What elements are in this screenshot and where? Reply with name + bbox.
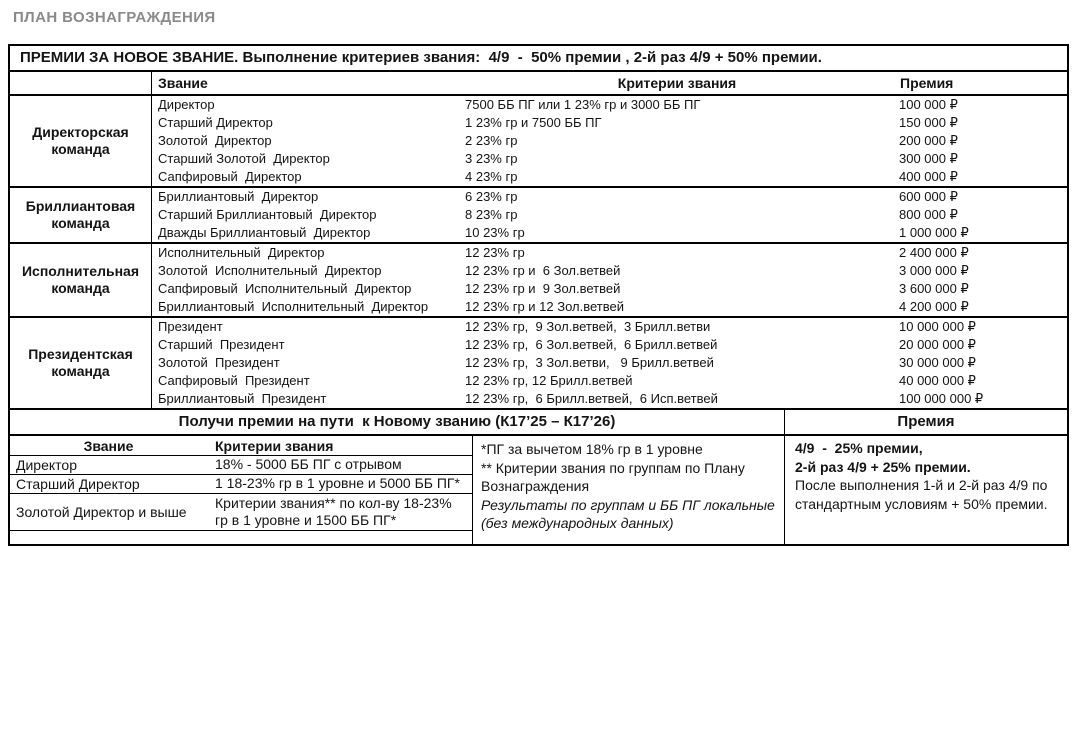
team-label: Исполнительная команда (10, 244, 152, 316)
criteria-cell: 4 23% гр (465, 169, 518, 184)
premium-cell: 1 000 000 ₽ (899, 225, 969, 240)
criteria-cell: 3 23% гр (465, 151, 518, 166)
path-section-body (10, 436, 1067, 544)
team-label: Бриллиантовая команда (10, 188, 152, 242)
team-group-executive (10, 242, 1067, 316)
rank-cell: Золотой Президент (158, 355, 280, 370)
criteria-cell: 8 23% гр (465, 207, 518, 222)
rank-cell: Президент (158, 319, 223, 334)
team-group-diamond (10, 186, 1067, 242)
premium-cell: 4 200 000 ₽ (899, 299, 969, 314)
premium-cell: 150 000 ₽ (899, 115, 958, 130)
criteria-cell: 1 23% гр и 7500 ББ ПГ (465, 115, 602, 130)
criteria-cell: 10 23% гр (465, 225, 525, 240)
premium-cell: 400 000 ₽ (899, 169, 958, 184)
premium-cell: 20 000 000 ₽ (899, 337, 976, 352)
team-group-president (10, 316, 1067, 408)
rank-cell: Старший Золотой Директор (158, 151, 330, 166)
criteria-cell: 2 23% гр (465, 133, 518, 148)
premium-cell: 3 000 000 ₽ (899, 263, 969, 278)
premium-cell: 300 000 ₽ (899, 151, 958, 166)
page-title: ПЛАН ВОЗНАГРАЖДЕНИЯ (13, 9, 216, 26)
rank-cell: Старший Директор (16, 475, 140, 492)
criteria-cell: 6 23% гр (465, 189, 518, 204)
table-banner: ПРЕМИИ ЗА НОВОЕ ЗВАНИЕ. Выполнение критериев звания: 4/9 - 50% премии , 2-й раз 4/9 + 50% премии. (10, 46, 1067, 72)
path-table-row (10, 475, 472, 494)
path-section-banner-row (10, 408, 1067, 436)
team-label: Президентская команда (10, 318, 152, 408)
footnote-pg: *ПГ за вычетом 18% гр в 1 уровне (481, 441, 703, 457)
footnote-local-results: Результаты по группам и ББ ПГ локальные (без международных данных) (481, 496, 775, 532)
premium-rule-bold-line-2: 2-й раз 4/9 + 25% премии. (795, 458, 971, 475)
rank-cell: Бриллиантовый Исполнительный Директор (158, 299, 429, 314)
criteria-column-header: Критерии звания (617, 75, 737, 91)
premium-cell: 100 000 ₽ (899, 97, 958, 112)
premium-cell: 200 000 ₽ (899, 133, 958, 148)
footnote-criteria: ** Критерии звания по группам по Плану Вознаграждения (481, 459, 745, 495)
rank-cell: Золотой Исполнительный Директор (158, 263, 382, 278)
criteria-cell: 18% - 5000 ББ ПГ с отрывом (215, 456, 402, 473)
path-rank-table (10, 436, 473, 544)
premium-rule-bold-line-1: 4/9 - 25% премии, (795, 440, 923, 456)
path-table-row (10, 456, 472, 475)
rank-cell: Сапфировый Исполнительный Директор (158, 281, 412, 296)
criteria-cell: 12 23% гр (465, 245, 525, 260)
criteria-cell: 1 18-23% гр в 1 уровне и 5000 ББ ПГ* (215, 475, 460, 492)
rank-cell: Золотой Директор (158, 133, 272, 148)
rank-cell: Старший Президент (158, 337, 285, 352)
team-label: Директорская команда (10, 96, 152, 186)
path-rank-header: Звание (83, 437, 134, 454)
premium-rule-text: После выполнения 1-й и 2-й раз 4/9 по стандартным условиям + 50% премии. (795, 477, 1048, 512)
rank-cell: Директор (16, 456, 77, 473)
path-premium-header: Премия (897, 413, 955, 430)
criteria-cell: 7500 ББ ПГ или 1 23% гр и 3000 ББ ПГ (465, 97, 701, 112)
criteria-cell: 12 23% гр, 9 Зол.ветвей, 3 Брилл.ветви (465, 319, 711, 334)
criteria-cell: Критерии звания** по кол-ву 18-23% гр в 1 уровне и 1500 ББ ПГ* (215, 494, 452, 528)
criteria-cell: 12 23% гр, 6 Брилл.ветвей, 6 Исп.ветвей (465, 391, 718, 406)
path-table-row (10, 494, 472, 531)
rank-cell: Исполнительный Директор (158, 245, 325, 260)
compensation-table (8, 44, 1069, 546)
rank-cell: Сапфировый Директор (158, 169, 302, 184)
premium-cell: 3 600 000 ₽ (899, 281, 969, 296)
rank-cell: Директор (158, 97, 215, 112)
premium-cell: 100 000 000 ₽ (899, 391, 984, 406)
path-table-header-row (10, 436, 472, 456)
criteria-cell: 12 23% гр и 12 Зол.ветвей (465, 299, 624, 314)
criteria-cell: 12 23% гр, 6 Зол.ветвей, 6 Брилл.ветвей (465, 337, 718, 352)
criteria-cell: 12 23% гр и 6 Зол.ветвей (465, 263, 621, 278)
rank-cell: Золотой Директор и выше (16, 503, 187, 520)
rank-cell: Сапфировый Президент (158, 373, 310, 388)
path-premium-rule-cell (785, 436, 1067, 544)
premium-cell: 600 000 ₽ (899, 189, 958, 204)
rank-column-header: Звание (158, 75, 208, 91)
team-group-directors (10, 96, 1067, 186)
rank-cell: Дважды Бриллиантовый Директор (158, 225, 371, 240)
criteria-cell: 12 23% гр, 12 Брилл.ветвей (465, 373, 633, 388)
path-banner: Получи премии на пути к Новому званию (К17’25 – К17’26) (10, 410, 785, 434)
empty-header-cell (10, 72, 152, 94)
premium-cell: 10 000 000 ₽ (899, 319, 976, 334)
rank-cell: Бриллиантовый Президент (158, 391, 327, 406)
premium-cell: 800 000 ₽ (899, 207, 958, 222)
rank-cell: Старший Бриллиантовый Директор (158, 207, 377, 222)
rank-cell: Старший Директор (158, 115, 273, 130)
column-header-row (10, 72, 1067, 96)
criteria-cell: 12 23% гр, 3 Зол.ветви, 9 Брилл.ветвей (465, 355, 714, 370)
premium-cell: 30 000 000 ₽ (899, 355, 976, 370)
path-criteria-header: Критерии звания (215, 437, 334, 454)
criteria-cell: 12 23% гр и 9 Зол.ветвей (465, 281, 621, 296)
rank-cell: Бриллиантовый Директор (158, 189, 319, 204)
footnotes-cell (473, 436, 785, 544)
premium-cell: 40 000 000 ₽ (899, 373, 976, 388)
premium-column-header: Премия (900, 75, 954, 91)
premium-cell: 2 400 000 ₽ (899, 245, 969, 260)
